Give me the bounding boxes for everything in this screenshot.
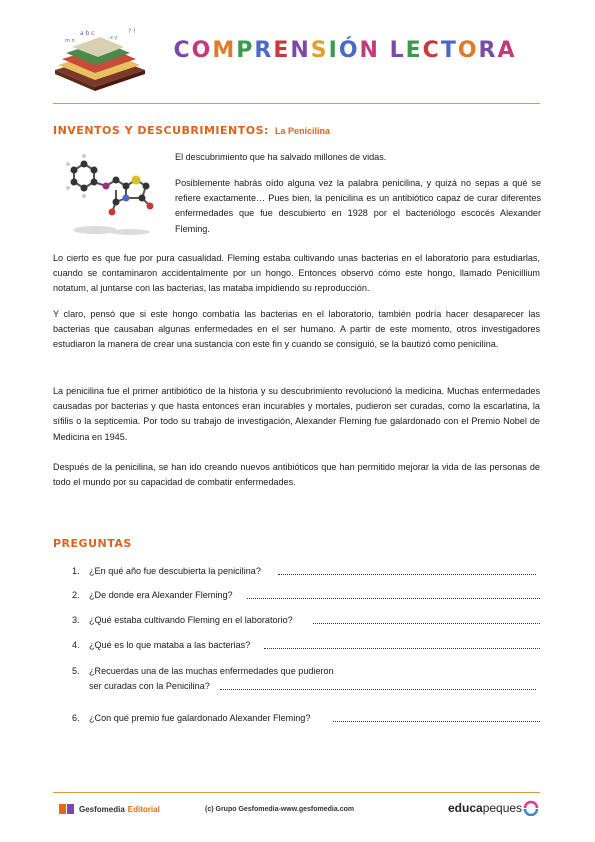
- question-text: ¿Qué es lo que mataba a las bacterias?: [89, 640, 251, 650]
- question-text: ¿En qué año fue descubierta la penicilina?: [89, 566, 261, 576]
- questions-heading: PREGUNTAS: [53, 537, 132, 550]
- title-letter: A: [497, 38, 517, 63]
- brand-suffix: peques: [482, 801, 523, 815]
- gesfomedia-logo-icon: [58, 802, 76, 816]
- brand-name: Gesfomedia: [79, 804, 125, 814]
- paragraph-3: Y claro, pensó que si este hongo combatía las bacterias en el laboratorio, también podría hacer desaparecer las bacterias que causaban algunas enfermedades en el ser humano. A partir de este momento, otros investigadores estudiaron la manera de crear una sustancia con este fin y cuando se consiguió, se la bautizó como penicilina.: [53, 309, 540, 350]
- section-title: INVENTOS Y DESCUBRIMIENTOS:: [53, 124, 269, 137]
- question-text: ¿Recuerdas una de las muchas enfermedades que pudieron: [89, 666, 334, 676]
- question-4: [72, 638, 540, 653]
- copyright-text: (c) Grupo Gesfomedia-www.gesfomedia.com: [205, 806, 355, 813]
- svg-text:? !: ? !: [128, 28, 136, 35]
- answer-line[interactable]: [264, 648, 540, 649]
- title-letter: O: [457, 38, 479, 63]
- answer-line[interactable]: [278, 574, 536, 575]
- title-letter: C: [422, 38, 441, 63]
- title-letter: N: [359, 38, 380, 63]
- question-number: 1.: [72, 566, 80, 576]
- title-letter: R: [254, 38, 274, 63]
- title-letter: M: [212, 38, 237, 63]
- paragraph-1: Posiblemente habrás oído alguna vez la palabra penicilina, y quizá no sepas a qué se refiere exactamente… Pues bien, la penicilina es un antibiótico capaz de curar diferentes enfermedades que fue descubierto en 1928 por el bacteriólogo escocés Alexander Fleming.: [175, 178, 541, 234]
- question-number: 2.: [72, 590, 80, 600]
- question-text-continued: ser curadas con la Penicilina?: [89, 681, 210, 691]
- title-letter: S: [310, 38, 329, 63]
- educapeques-brand: [448, 800, 540, 816]
- section-heading: [53, 124, 330, 137]
- title-letter: C: [173, 38, 192, 63]
- question-1: [72, 564, 540, 579]
- question-number: 5.: [72, 666, 80, 676]
- question-text: ¿De donde era Alexander Fleming?: [89, 590, 233, 600]
- penicillin-molecule-icon: [60, 150, 170, 240]
- header-divider: [53, 103, 540, 104]
- title-letter: N: [290, 38, 311, 63]
- section-subtitle: La Penicilina: [274, 126, 330, 136]
- svg-text:a b c: a b c: [80, 30, 95, 37]
- gesfomedia-brand: [58, 802, 160, 816]
- books-logo-icon: [50, 25, 150, 95]
- paragraph-5: Después de la penicilina, se han ido creando nuevos antibióticos que han permitido mejorar la vida de las personas de todo el mundo por su capacidad de combatir enfermedades.: [53, 462, 540, 488]
- question-3: [72, 613, 540, 628]
- question-5: [72, 664, 540, 694]
- title-letter: T: [440, 38, 458, 63]
- svg-text:x y: x y: [110, 35, 118, 41]
- title-letter: P: [236, 38, 255, 63]
- title-letter: E: [273, 38, 291, 63]
- question-6: [72, 711, 540, 726]
- brand-name: educa: [448, 801, 483, 815]
- question-2: [72, 588, 540, 603]
- title-letter: O: [191, 38, 213, 63]
- answer-line[interactable]: [220, 689, 536, 690]
- answer-line[interactable]: [333, 721, 540, 722]
- question-number: 4.: [72, 640, 80, 650]
- title-letter: E: [405, 38, 423, 63]
- title-letter: [380, 38, 390, 63]
- paragraph-intro: El descubrimiento que ha salvado millones de vidas.: [175, 152, 387, 162]
- educapeques-logo-icon: [522, 800, 540, 816]
- brand-suffix: Editorial: [127, 804, 160, 814]
- title-letter: I: [328, 38, 339, 63]
- svg-text:m n: m n: [65, 38, 75, 44]
- title-letter: R: [478, 38, 498, 63]
- paragraph-4: La penicilina fue el primer antibiótico de la historia y su descubrimiento revolucionó la medicina. Muchas enfermedades causadas por bacterias y que hasta entonces eran incurables y mortales, pudieron ser curadas, como la escarlatina, la sífilis o la septicemia. Por todo su trabajo de investigación, Alexander Fleming fue galardonado con el Premio Nobel de Medicina en 1945.: [53, 386, 540, 442]
- title-letter: L: [389, 38, 406, 63]
- paragraph-2: Lo cierto es que fue por pura casualidad. Fleming estaba cultivando unas bacterias en el laboratorio para estudiarlas, cuando se contaminaron accidentalmente por un hongo. Entonces observó cómo este hongo, llamado Penicillium notatum, al juntarse con las bacterias, las mataba impidiendo su reproducción.: [53, 253, 540, 294]
- page-title: [150, 38, 540, 63]
- question-number: 6.: [72, 713, 80, 723]
- question-text: ¿Con qué premio fue galardonado Alexander Fleming?: [89, 713, 311, 723]
- answer-line[interactable]: [247, 598, 540, 599]
- title-letter: Ó: [338, 38, 360, 63]
- question-text: ¿Qué estaba cultivando Fleming en el laboratorio?: [89, 615, 293, 625]
- answer-line[interactable]: [313, 623, 540, 624]
- question-number: 3.: [72, 615, 80, 625]
- footer-divider: [53, 792, 540, 793]
